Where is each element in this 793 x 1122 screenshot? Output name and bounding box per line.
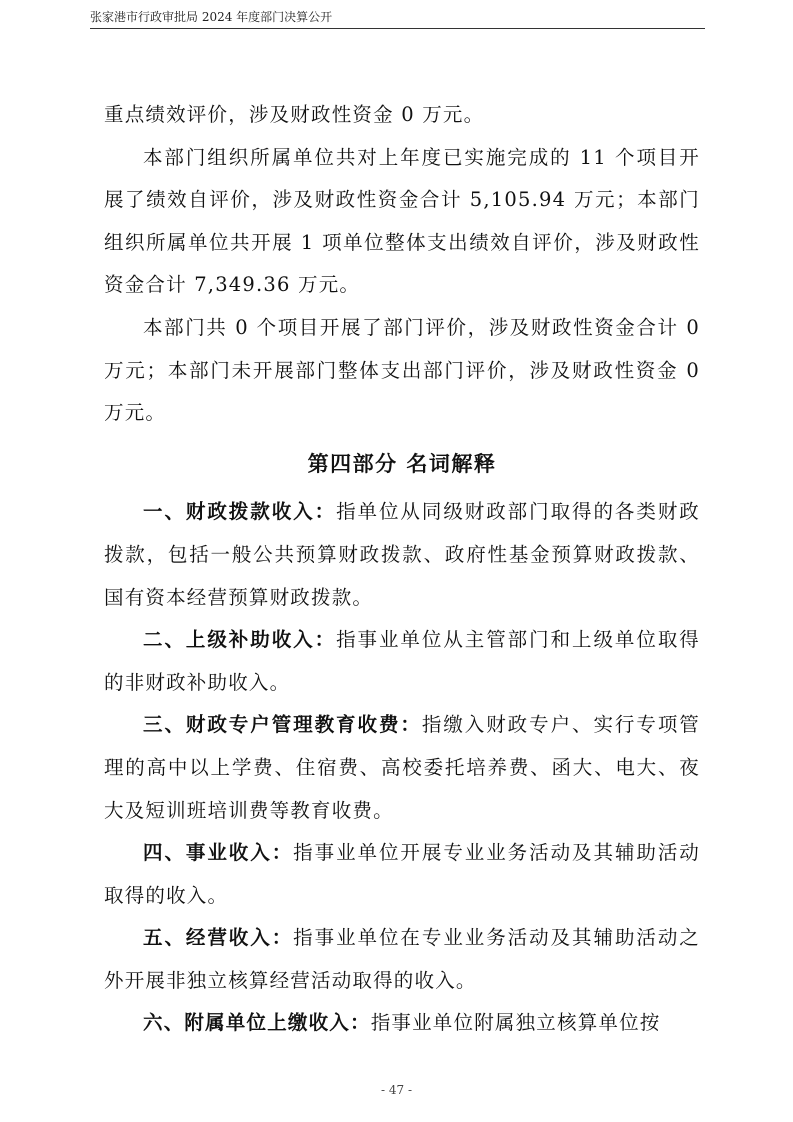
definition-text: 指单位从同级财政部门取得的各类财政拨款，包括一般公共预算财政拨款、政府性基金预算财政拨款、国有资本经营预算财政拨款。 [104,500,700,609]
paragraph: 本部门共 0 个项目开展了部门评价，涉及财政性资金合计 0 万元；本部门未开展部门整体支出部门评价，涉及财政性资金 0 万元。 [104,315,700,425]
definition-item [104,704,700,832]
definition-item [104,619,700,704]
definition-text: 指事业单位开展专业业务活动及其辅助活动取得的收入。 [104,841,700,907]
definition-item [104,917,700,1002]
paragraph: 重点绩效评价，涉及财政性资金 0 万元。 [104,103,485,126]
page-header [90,8,705,29]
definition-term: 二、上级补助收入： [143,628,337,652]
definition-text: 指缴入财政专户、实行专项管理的高中以上学费、住宿费、高校委托培养费、函大、电大、夜大及短训班培训费等教育收费。 [104,713,700,822]
header-title: 张家港市行政审批局 2024 年度部门决算公开 [90,10,333,24]
definition-text: 指事业单位附属独立核算单位按 [370,1011,661,1035]
definition-term: 三、财政专户管理教育收费： [143,713,422,737]
document-body [104,94,700,1045]
definition-item [104,1002,700,1045]
definition-term: 五、经营收入： [143,926,294,950]
definition-term: 一、财政拨款收入： [143,500,337,524]
definition-text: 指事业单位从主管部门和上级单位取得的非财政补助收入。 [104,628,700,694]
definition-term: 四、事业收入： [143,841,294,865]
definition-text: 指事业单位在专业业务活动及其辅助活动之外开展非独立核算经营活动取得的收入。 [104,926,700,992]
definition-item [104,832,700,917]
page-number: - 47 - [380,1083,412,1097]
definition-item [104,491,700,619]
definition-term: 六、附属单位上缴收入： [143,1011,371,1035]
section-title: 第四部分 名词解释 [307,451,497,476]
paragraph: 本部门组织所属单位共对上年度已实施完成的 11 个项目开展了绩效自评价，涉及财政性资金合计 5,105.94 万元；本部门组织所属单位共开展 1 项单位整体支出绩效自评价，涉及财政性资金合计 7,349.36 万元。 [104,145,700,297]
